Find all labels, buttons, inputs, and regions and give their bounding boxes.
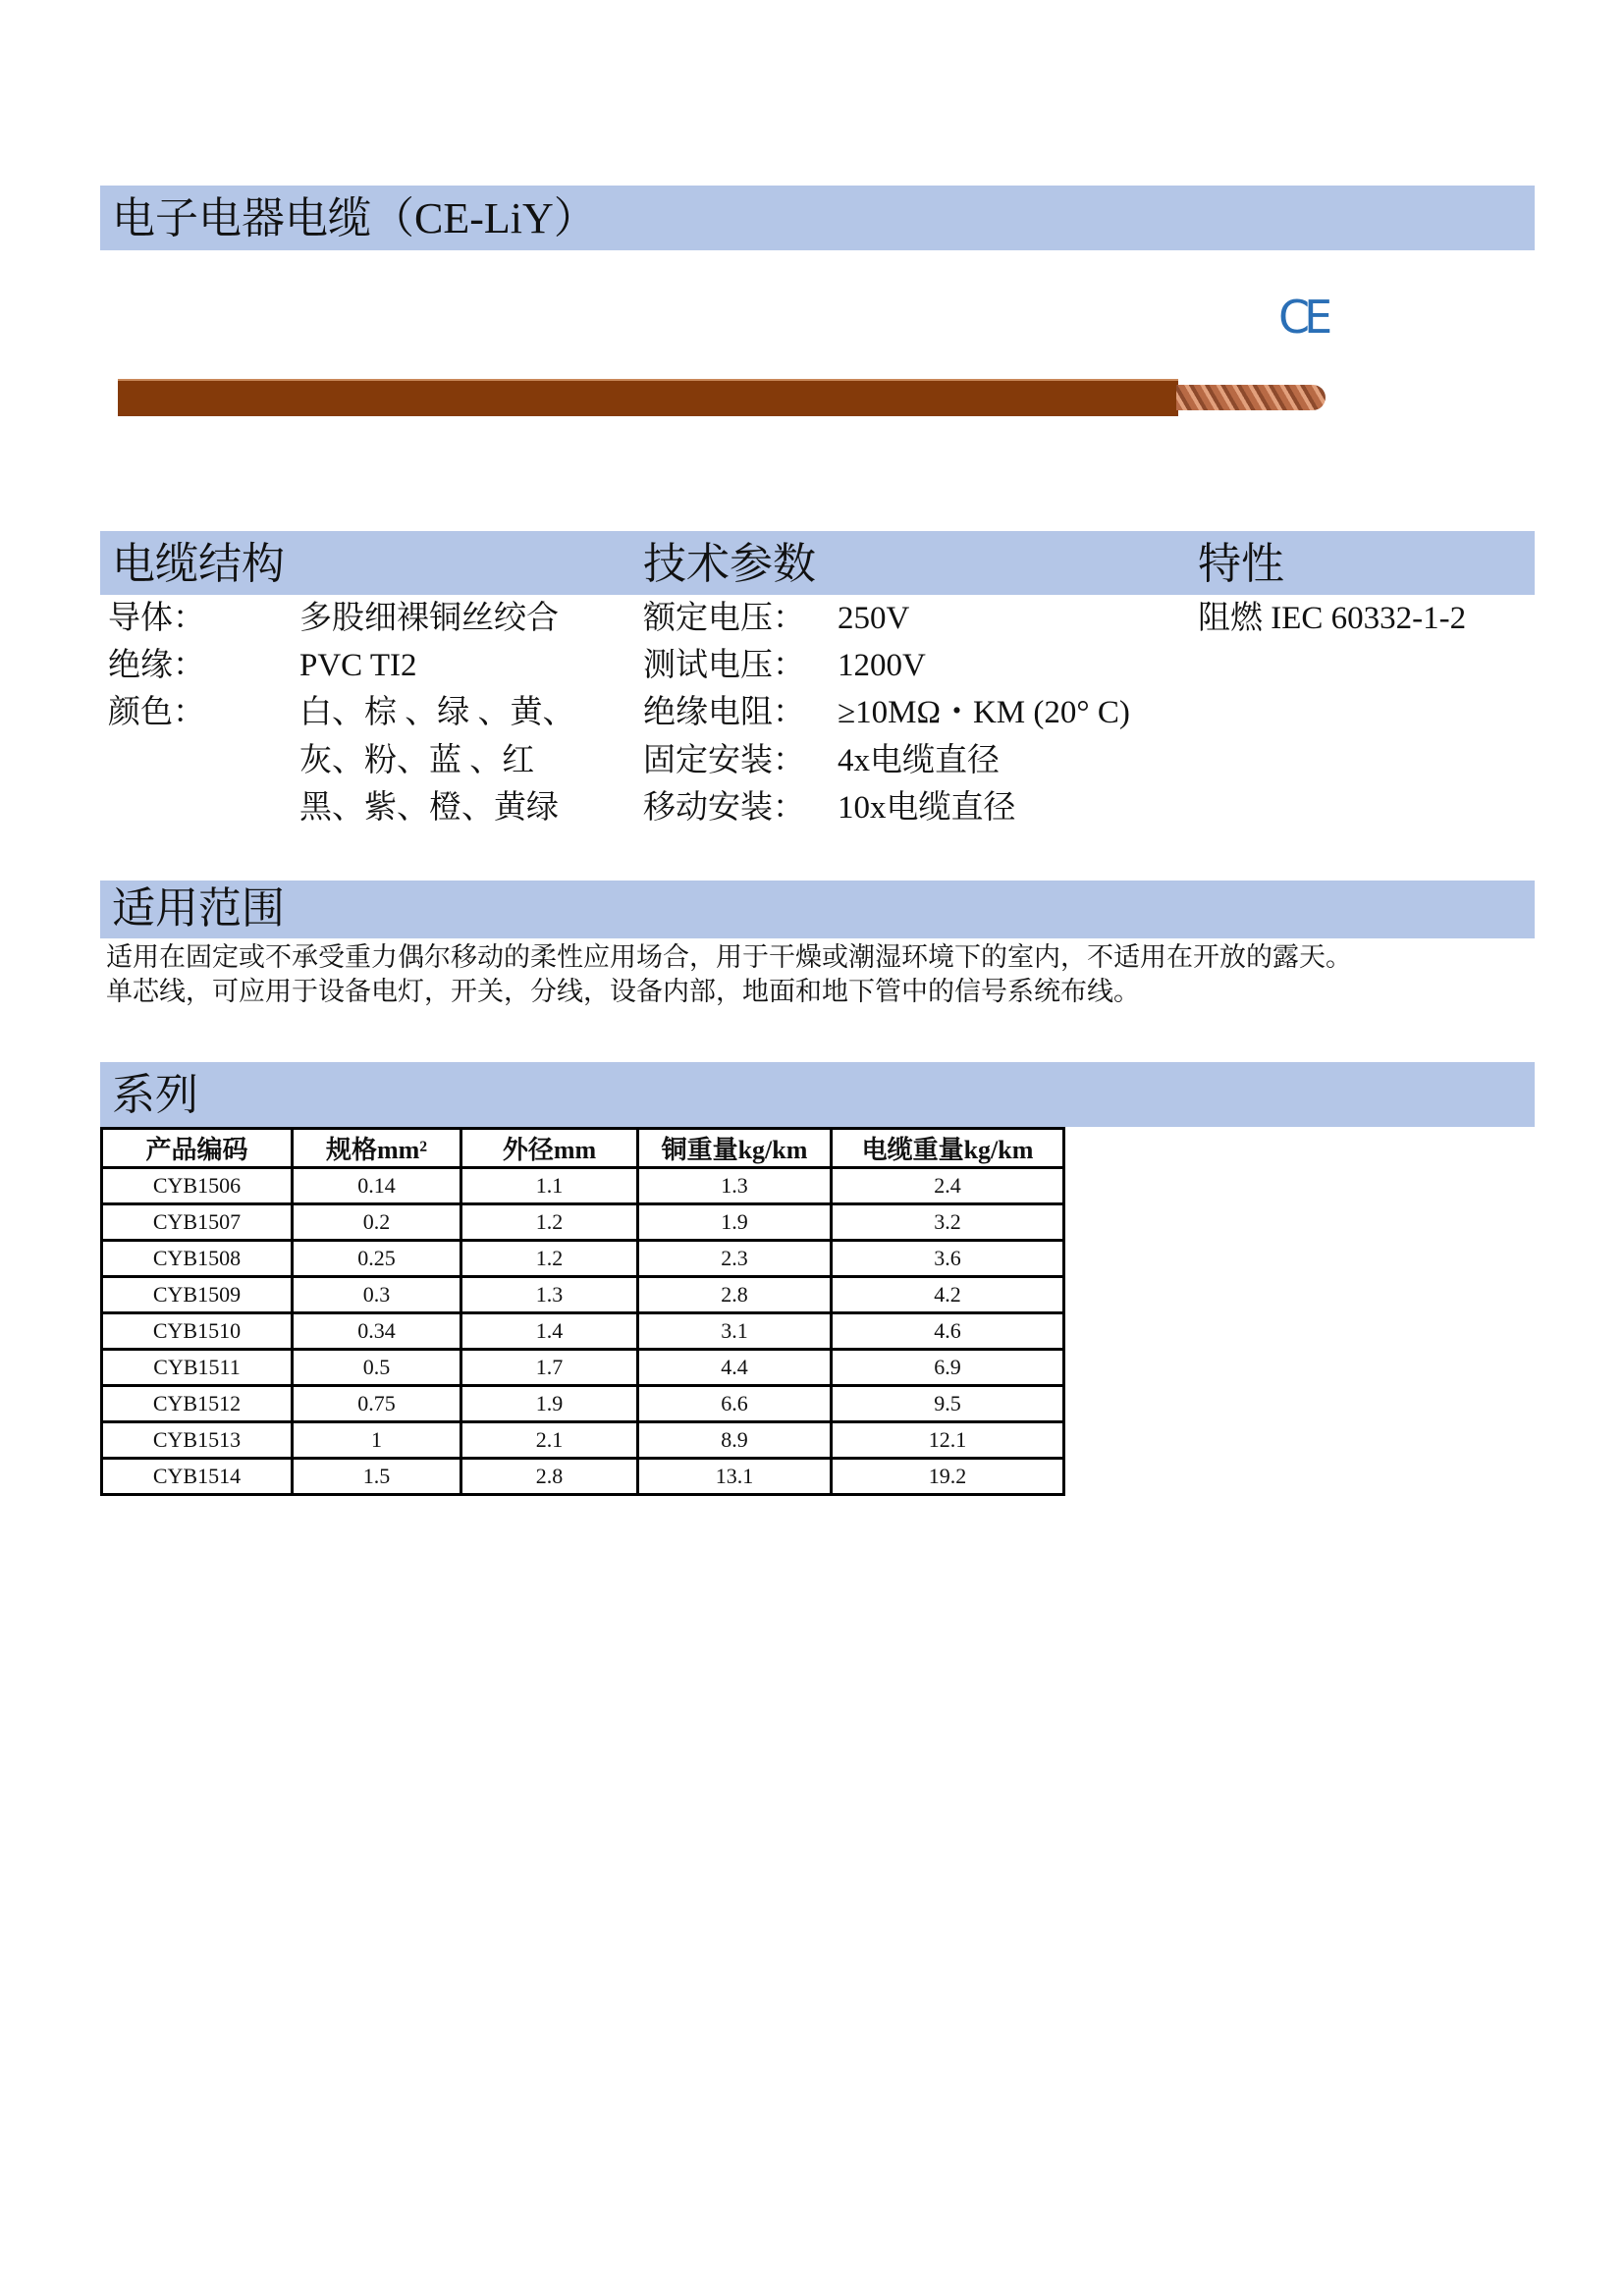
section-structure: 电缆结构 bbox=[112, 540, 285, 588]
tech-value: 250V bbox=[838, 601, 910, 636]
ce-mark-icon: CE bbox=[1278, 291, 1327, 344]
table-cell: 1.5 bbox=[293, 1459, 461, 1495]
table-cell: 1.9 bbox=[461, 1386, 638, 1422]
tech-label: 额定电压： bbox=[643, 601, 805, 636]
column-header: 外径mm bbox=[461, 1129, 638, 1168]
specs-header-bar bbox=[100, 531, 1535, 595]
table-cell: CYB1506 bbox=[102, 1168, 293, 1204]
page-title: 电子电器电缆（CE-LiY） bbox=[112, 194, 597, 242]
table-cell: 4.6 bbox=[832, 1313, 1064, 1350]
tech-label: 移动安装： bbox=[643, 790, 805, 826]
table-cell: 2.1 bbox=[461, 1422, 638, 1459]
tech-value: 10x电缆直径 bbox=[838, 790, 1016, 826]
table-cell: CYB1509 bbox=[102, 1277, 293, 1313]
table-row bbox=[102, 1168, 1064, 1204]
structure-label: 绝缘： bbox=[108, 648, 205, 683]
cable-image bbox=[118, 379, 1178, 416]
table-cell: CYB1511 bbox=[102, 1350, 293, 1386]
table-cell: 0.25 bbox=[293, 1241, 461, 1277]
copper-strands-image bbox=[1176, 385, 1326, 410]
column-header: 电缆重量kg/km bbox=[832, 1129, 1064, 1168]
scope-header-bar bbox=[100, 881, 1535, 938]
table-cell: 9.5 bbox=[832, 1386, 1064, 1422]
table-cell: CYB1507 bbox=[102, 1204, 293, 1241]
series-header-bar bbox=[100, 1062, 1535, 1127]
column-header: 铜重量kg/km bbox=[638, 1129, 832, 1168]
table-row bbox=[102, 1459, 1064, 1495]
section-series: 系列 bbox=[112, 1071, 198, 1119]
section-scope: 适用范围 bbox=[112, 884, 285, 933]
tech-label: 测试电压： bbox=[643, 648, 805, 683]
section-feature: 特性 bbox=[1198, 540, 1284, 588]
table-cell: 1.3 bbox=[638, 1168, 832, 1204]
table-cell: CYB1508 bbox=[102, 1241, 293, 1277]
table-cell: 4.2 bbox=[832, 1277, 1064, 1313]
table-cell: 2.8 bbox=[461, 1459, 638, 1495]
column-header: 规格mm² bbox=[293, 1129, 461, 1168]
table-cell: 0.3 bbox=[293, 1277, 461, 1313]
table-cell: 8.9 bbox=[638, 1422, 832, 1459]
table-cell: CYB1510 bbox=[102, 1313, 293, 1350]
table-cell: 1.7 bbox=[461, 1350, 638, 1386]
table-cell: 0.5 bbox=[293, 1350, 461, 1386]
title-bar bbox=[100, 186, 1535, 250]
structure-value: PVC TI2 bbox=[299, 648, 417, 683]
table-cell: 3.6 bbox=[832, 1241, 1064, 1277]
table-cell: CYB1513 bbox=[102, 1422, 293, 1459]
table-cell: 1.2 bbox=[461, 1204, 638, 1241]
table-cell: 0.75 bbox=[293, 1386, 461, 1422]
structure-label: 导体： bbox=[108, 601, 205, 636]
tech-value: ≥10MΩ・KM (20° C) bbox=[838, 695, 1130, 730]
section-tech: 技术参数 bbox=[643, 540, 816, 588]
tech-label: 绝缘电阻： bbox=[643, 695, 805, 730]
feature-value: 阻燃 IEC 60332-1-2 bbox=[1198, 601, 1467, 636]
table-row bbox=[102, 1350, 1064, 1386]
table-cell: 3.2 bbox=[832, 1204, 1064, 1241]
structure-value: 多股细裸铜丝绞合 bbox=[299, 601, 559, 636]
table-cell: 2.3 bbox=[638, 1241, 832, 1277]
structure-label: 颜色： bbox=[108, 695, 205, 730]
structure-value: 灰、粉、蓝 、红 bbox=[299, 743, 535, 778]
table-row bbox=[102, 1313, 1064, 1350]
table-cell: 6.6 bbox=[638, 1386, 832, 1422]
table-cell: 0.34 bbox=[293, 1313, 461, 1350]
table-cell: 1.1 bbox=[461, 1168, 638, 1204]
table-row bbox=[102, 1422, 1064, 1459]
table-cell: CYB1512 bbox=[102, 1386, 293, 1422]
table-cell: 3.1 bbox=[638, 1313, 832, 1350]
table-row bbox=[102, 1277, 1064, 1313]
table-cell: 2.8 bbox=[638, 1277, 832, 1313]
structure-value: 白、棕 、绿 、黄、 bbox=[299, 695, 575, 730]
table-cell: 2.4 bbox=[832, 1168, 1064, 1204]
table-row bbox=[102, 1241, 1064, 1277]
column-header: 产品编码 bbox=[102, 1129, 293, 1168]
table-cell: 1.4 bbox=[461, 1313, 638, 1350]
table-cell: 4.4 bbox=[638, 1350, 832, 1386]
scope-line: 单芯线，可应用于设备电灯，开关，分线，设备内部，地面和地下管中的信号系统布线。 bbox=[106, 977, 1140, 1006]
table-cell: 1 bbox=[293, 1422, 461, 1459]
table-cell: CYB1514 bbox=[102, 1459, 293, 1495]
structure-value: 黑、紫、橙、黄绿 bbox=[299, 790, 559, 826]
table-cell: 1.2 bbox=[461, 1241, 638, 1277]
table-cell: 1.9 bbox=[638, 1204, 832, 1241]
table-cell: 0.2 bbox=[293, 1204, 461, 1241]
table-cell: 1.3 bbox=[461, 1277, 638, 1313]
tech-label: 固定安装： bbox=[643, 743, 805, 778]
scope-line: 适用在固定或不承受重力偶尔移动的柔性应用场合，用于干燥或潮湿环境下的室内，不适用在开放的露天。 bbox=[106, 942, 1352, 972]
tech-value: 4x电缆直径 bbox=[838, 743, 1000, 778]
table-header-row bbox=[102, 1129, 1064, 1168]
table-cell: 0.14 bbox=[293, 1168, 461, 1204]
table-cell: 19.2 bbox=[832, 1459, 1064, 1495]
table-cell: 13.1 bbox=[638, 1459, 832, 1495]
table-row bbox=[102, 1204, 1064, 1241]
table-row bbox=[102, 1386, 1064, 1422]
table-cell: 6.9 bbox=[832, 1350, 1064, 1386]
series-table bbox=[100, 1127, 1065, 1496]
tech-value: 1200V bbox=[838, 648, 926, 683]
table-cell: 12.1 bbox=[832, 1422, 1064, 1459]
